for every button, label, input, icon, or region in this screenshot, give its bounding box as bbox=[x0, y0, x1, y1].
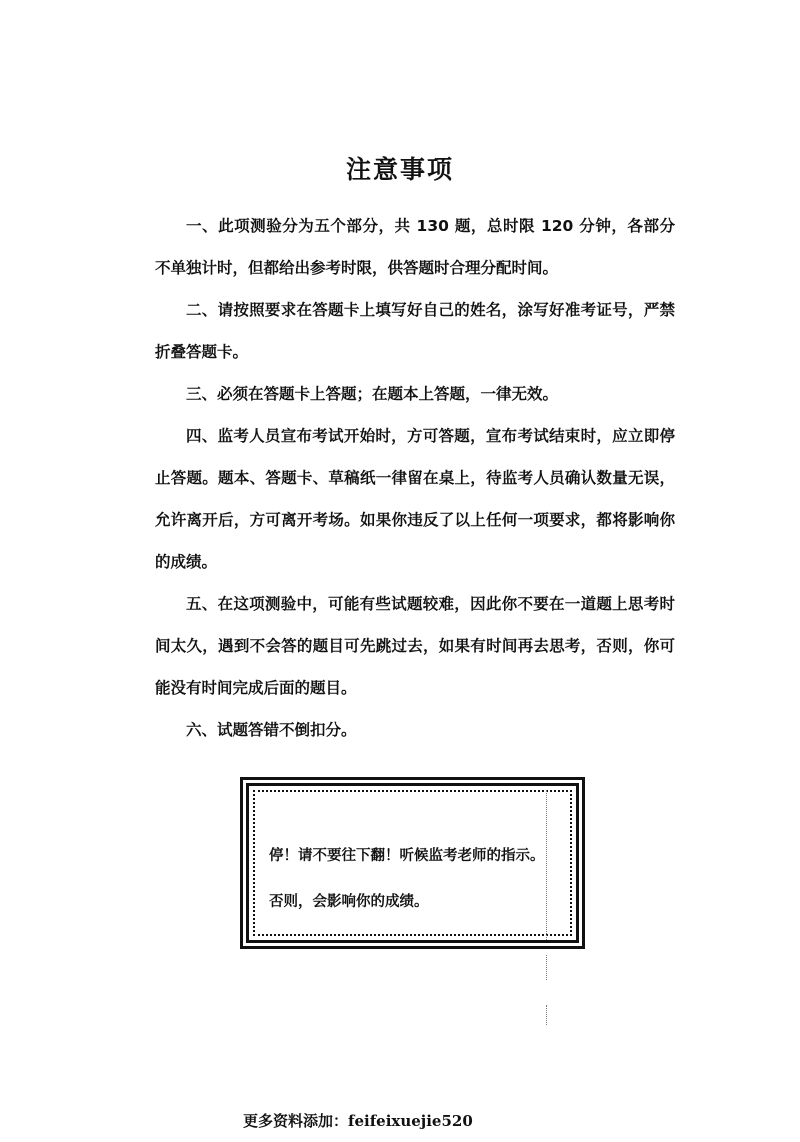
instruction-item-5: 五、在这项测验中，可能有些试题较难，因此你不要在一道题上思考时间太久，遇到不会答的题目可先跳过去，如果有时间再去思考，否则，你可能没有时间完成后面的题目。 bbox=[155, 595, 675, 697]
scan-artifact-line bbox=[546, 1005, 547, 1025]
stop-notice-line: 停！请不要往下翻！听候监考老师的指示。 bbox=[269, 847, 545, 864]
instructions-body bbox=[155, 205, 675, 751]
instruction-item-1: 一、此项测验分为五个部分，共 130 题，总时限 120 分钟，各部分不单独计时，但都给出参考时限，供答题时合理分配时间。 bbox=[155, 217, 675, 277]
instruction-item-2: 二、请按照要求在答题卡上填写好自己的姓名，涂写好准考证号，严禁折叠答题卡。 bbox=[155, 301, 675, 361]
stop-notice-box bbox=[240, 777, 585, 949]
footer-contact: 更多资料添加：feifeixuejie520 bbox=[243, 1112, 473, 1130]
instruction-item-4: 四、监考人员宣布考试开始时，方可答题，宣布考试结束时，应立即停止答题。题本、答题卡、草稿纸一律留在桌上，待监考人员确认数量无误，允许离开后，方可离开考场。如果你违反了以上任何一项要求，都将影响你的成绩。 bbox=[155, 427, 675, 571]
page-title: 注意事项 bbox=[345, 155, 454, 184]
scan-artifact-line bbox=[546, 955, 547, 980]
instruction-item-3: 三、必须在答题卡上答题；在题本上答题，一律无效。 bbox=[186, 385, 559, 403]
instruction-item-6: 六、试题答错不倒扣分。 bbox=[186, 721, 357, 739]
grade-warning-line: 否则，会影响你的成绩。 bbox=[269, 893, 429, 910]
scan-artifact-line bbox=[546, 790, 547, 940]
